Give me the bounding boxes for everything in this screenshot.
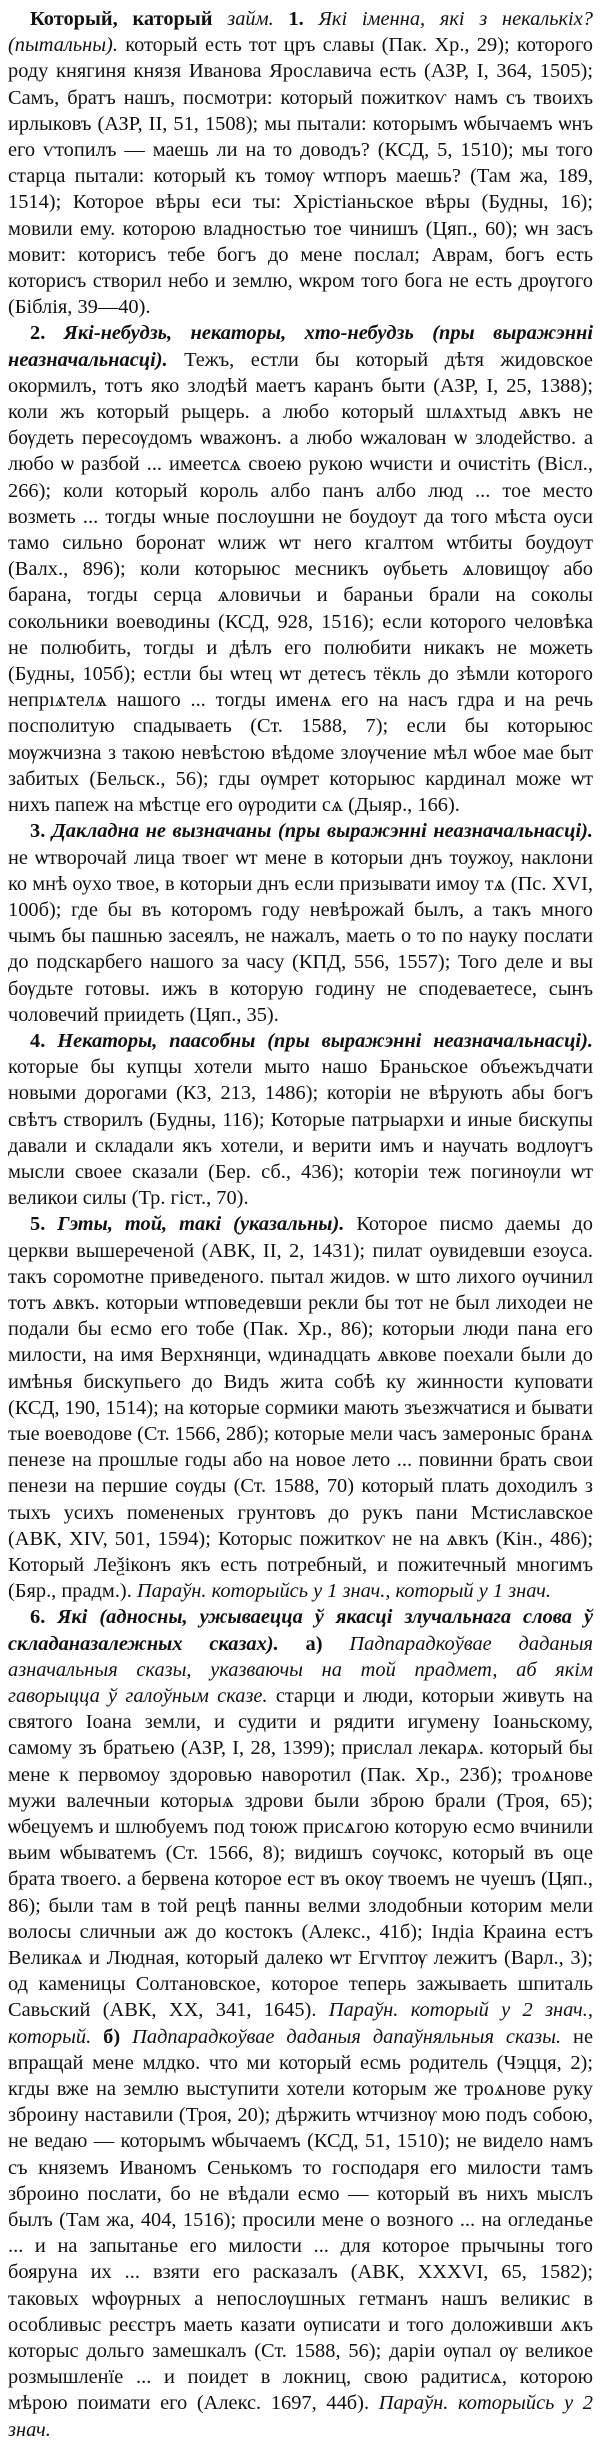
entry-headword-paragraph [8, 6, 593, 320]
sense-2-number: 2. [30, 322, 46, 345]
sense-6 [8, 1604, 593, 2443]
sense-4 [8, 1028, 593, 1211]
sense-5-citations: Которое писмо даемы до церкви вышереченой (АВК, II, 2, 1431); пилат оувидевши езоуса. такъ соромотне приведеного. пытал жидов. ѡ што лихого ѹчинил тотъ ѧвкъ. которыи ѡтповедевши рекли бы тот не был лиходеи не подали бы есмо его тобе (Пак. Хр., 86); которыи люди пана его милости, на имя Верхнянци, ѡдинадцать ѧвкове поехали были до имѣнья бискупьего до Видъ жита собѣ ку жинности куповати (КСД, 190, 1514); на которые сормики мають зъезжчатися и бывати тые воеводове (Ст. 1566, 28б); которые мели часъ замероныс бранѧ пенезе на прошлые годы або на новое лето ... повинни брать свои пенези на першие сѹды (Ст. 1588, 70) который плать доходилъ з тыхъ усихъ помененых грунтовъ до рукъ пани Мстиславское (АВК, XIV, 501, 1594); Которыс пожиткоѵ не на ѧвкъ (Кін., 486); Который Леѯіконъ якъ есть потребный, и пожитечный многимъ (Бяр., прадм.). [8, 1213, 593, 1603]
sense-6-number: 6. [30, 1606, 46, 1629]
sense-5-definition: Гэты, той, такі (указальны). [57, 1213, 345, 1236]
entry-pos: займ. [227, 8, 274, 30]
sense-5-crossref: Параўн. которыйсь у 1 знач., который у 1 знач. [136, 1580, 551, 1603]
sense-6b-definition: Падпарадкоўвае даданыя дапаўняльныя сказы. [132, 2025, 562, 2048]
sense-1-number: 1. [288, 8, 304, 30]
sense-1-definition: Які іменна, які з некалькіх? (пытальны). [8, 8, 593, 57]
sense-4-number: 4. [30, 1029, 46, 1052]
entry-headword: Который, каторый [30, 8, 213, 30]
sense-4-citations: которые бы купцы хотели мыто нашо Браньское объежъдчати новыми дорогами (КЗ, 213, 1486); которіи не вѣрують абы богъ свѣтъ створилъ (Будны, 116); Которые патрыархи и иные бискупы давали и складали якъ хотели, и верити имъ и научать водлѹгъ мысли своее сказали (Бер. сб., 436); которіи теж погинѹли ѡт великои силы (Тр. гіст., 70). [8, 1056, 593, 1210]
sense-3-definition: Дакладна не вызначаны (пры выражэнні неазначальнасці). [51, 820, 593, 843]
sense-3-number: 3. [30, 820, 46, 843]
sense-4-definition: Некаторы, паасобны (пры выражэнні неазначальнасці). [57, 1029, 593, 1052]
sense-6a-crossref: Параўн. который у 2 знач., который. [8, 1999, 593, 2048]
sense-3 [8, 818, 593, 1028]
sense-6b-crossref: Параўн. которыйсь у 2 знач. [8, 2392, 593, 2441]
sense-5 [8, 1211, 593, 1604]
sense-2-definition: Які-небудзь, некаторы, хто-небудзь (пры выражэнні неазначальнасці). [8, 322, 593, 371]
sense-1-citations: который есть тот цръ славы (Пак. Хр., 29); которого роду княгиня князя Иванова Ярославича есть (АЗР, I, 364, 1505); Самъ, братъ нашъ, посмотри: который пожиткоѵ намъ съ твоихъ ирлыковъ (АЗР, II, 51, 1508); мы пытали: которымъ ѡбычаемъ ѡнъ его ѵтопилъ — маешь ли на то доводъ? (КСД, 5, 1510); мы того старца пытали: который къ томѹ ѡтпоръ маешь? (Там жа, 189, 1514); Которое вѣры еси ты: Хрістіаньское вѣры (Будны, 16); мовили ему. которою владностью тое чинишъ (Цяп., 60); ѡн засъ мовит: которисъ тебе богъ до мене послал; Аврам, богъ есть которисъ створил небо и землю, ѡкром того бога не есть дрѹгого (Біблія, 39—40). [8, 34, 593, 319]
sense-6-definition: Які (адносны, ужываецца ў якасці злучальнага слова ў складаназалежных сказах). [8, 1606, 593, 1655]
sense-6a-label: а) [305, 1632, 323, 1655]
sense-3-citations: не ѡтворочай лица твоег ѡт мене в которыи днъ тоужоу, наклони ко мнѣ оухо твое, в которыи днъ если призывати имоу тѧ (Пс. XVI, 100б); где бы въ которомъ году невѣрожай былъ, а такъ много чымъ бы пашнью засеялъ, не нажалъ, маеть о то по науку послати до подскарбего нашого за часу (КПД, 556, 1557); Того деле и вы бѹдьте готовы. ижъ в которую годину не сподеваетесе, сынъ чоловечий приидеть (Цяп., 35). [8, 846, 593, 1026]
sense-6b-label: б) [103, 2025, 121, 2048]
sense-6b-citations: не впращай мене млдко. что ми который есмь родитель (Чэцця, 2); кгды вже на землю выступити хотели которым же троѧнове руку зброину наставили (Троя, 20); дѣржить ѡтчизнѹ мою подъ собою, не ведаю — которымъ ѡбычаемъ (КСД, 51, 1510); не видело намъ съ княземъ Иваномъ Сенькомъ то господаря его милости тамъ зброино послати, бо не вѣдали есмо — который въ нихъ мыслъ былъ (Там жа, 404, 1516); просили мене о возного ... на огледанье ... и на запытанье его милости ... для которое прычыны того бояруна их ... взяти его расказалъ (АВК, XXXVI, 65, 1582); таковых ѡфѹрных а непослѹшных гетманъ нашъ великис в особливыс реєстръ маеть казати ѹписати и того доложивши ѧкъ которыс дольго замешкалъ (Ст. 1588, 56); дарiи ѹпал ѹ великое розмышленїе ... и поидет в локниц, свою радитисѧ, которою мѣрою поимати его (Алекс. 1697, 44б). [8, 2025, 593, 2415]
sense-6a-definition: Падпарадкоўвае даданыя азначальныя сказы, указваючы на той прадмет, аб якім гаворыцца ў галоўным сказе. [8, 1632, 593, 1707]
sense-5-number: 5. [30, 1213, 46, 1236]
sense-2-citations: Тежъ, естли бы который дѣтя жидовское окормилъ, тотъ яко злодѣй маетъ каранъ быти (АЗР, I, 25, 1388); коли жъ который рыцерь. а любо который шлѧхтыд ѧвкъ не бѹдеть пересѹдомъ ѡважонъ. а любо ѡжалован ѡ злодейство. а любо ѡ разбой ... имеетсѧ своею рукою ѡчисти и очистіть (Вісл., 266); коли который король албо панъ албо люд ... тое место возметь ... тогды ѡные послоушни не боудоут да того мѣста оуси тамо сильно боронат ѡлиж ѡт него кгалтом ѡтбиты боудоут (Валх., 896); коли которыюс месникъ ѹбьеть ѧловищѹ або барана, тогды серца ѧловичьи и бараньи брали на соколы сокольники воеводины (КСД, 928, 1516); если которого человѣка не полюбить, тогды и дѣлъ его полюбити никакъ не можеть (Будны, 105б); естли бы ѡтец ѡт детесъ тёкль до зѣмли которого непрıѧтелѧ нашого ... тогды именѧ его на насъ гдра и на речь посполитую спадываеть (Ст. 1588, 7); если бы которыюс мѹжчизна з такою невѣстою вѣдоме злѹчение мѣл ѡбое мае быт забитых (Бельск., 56); гды ѹмрет которыюс кардинал може ѡт нихъ папеж на мѣстце его ѹродити сѧ (Дыяр., 166). [8, 348, 593, 817]
sense-6a-citations: старци и люди, которыи живуть на святого Іоана земли, и судити и рядити игумену Іоаньскому, самому зъ братьею (АЗР, I, 28, 1399); прислал лекарѧ. который бы мене к первомоу здоровью наворотил (Пак. Хр., 23б); троѧнове мужи валечныи которыѧ здрови были зброю брали (Троя, 65); ѡбецуемъ и шлюбуемъ под тоюж присѧгою которую есмо вчинили вьим ѡбыватемъ (Ст. 1566, 8); видишъ сѹчокс, который въ оце брата твоего. а бервена которое ест въ окѹ твоемъ не чуешъ (Цяп., 86); были там в той рецѣ панны велми злодобныи которим мели волосы сличныи аж до костокъ (Алекс., 41б); Індіа Краина естъ Великаѧ и Людная, который далеко ѡт Егvптѹ лежитъ (Варл., 3); од каменицы Солтановское, которое теперь зажываеть шпиталь Савьский (АВК, XX, 341, 1645). [8, 1685, 593, 2022]
sense-2 [8, 320, 593, 818]
